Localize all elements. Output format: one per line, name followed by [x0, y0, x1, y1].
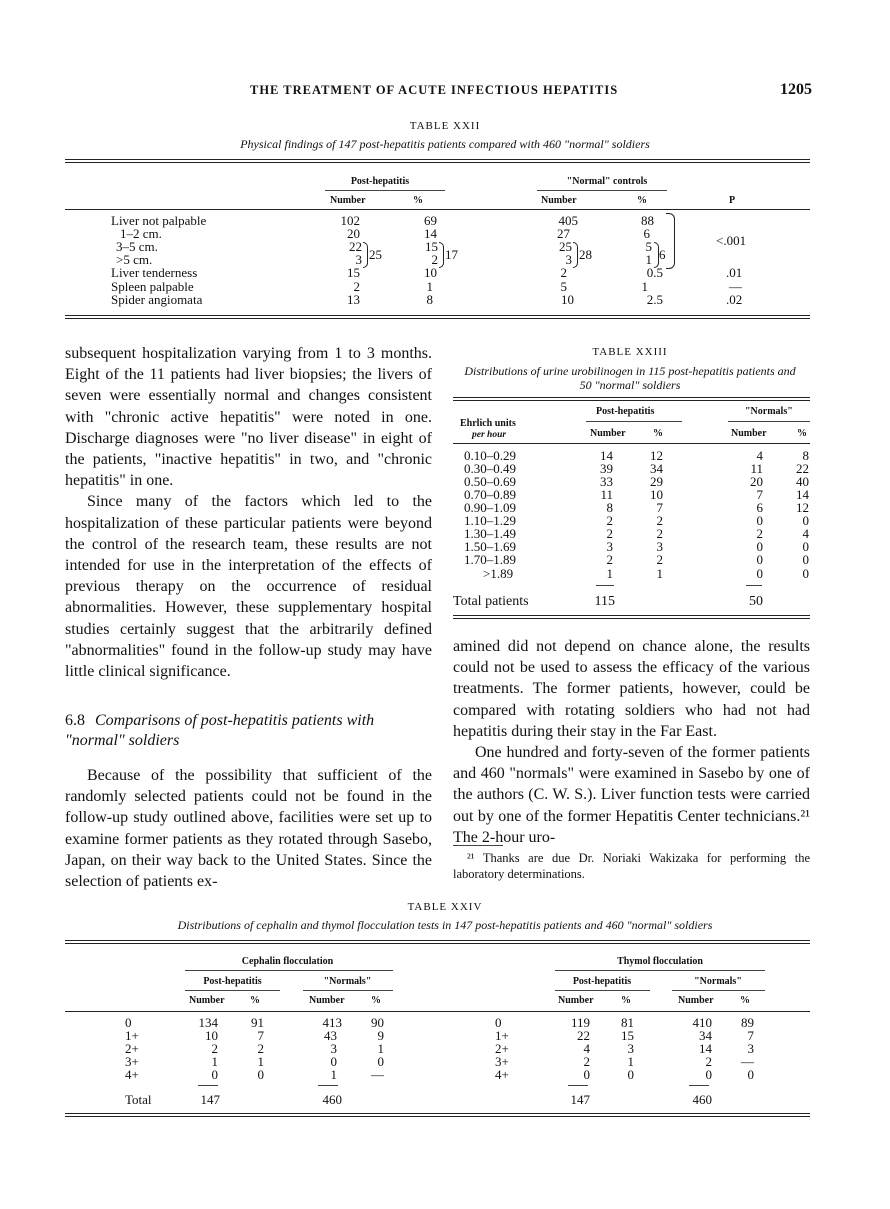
t24-ceph-p1: 7	[257, 1028, 264, 1043]
t22-col-number: Number	[541, 195, 577, 206]
t24-group-underline	[672, 990, 765, 991]
t22-col-pct: %	[413, 195, 423, 206]
table-row-label: Liver tenderness	[111, 265, 198, 280]
t22-p1-subtotal: 17	[445, 247, 458, 262]
table-22-caption: Physical findings of 147 post-hepatitis patients compared with 460 "normal" soldiers	[240, 137, 650, 151]
t22-n1: 15	[347, 265, 360, 280]
table-row-label: 1.30–1.49	[464, 526, 516, 541]
t23-n2: 4	[756, 448, 763, 463]
t24-ceph-p2: 0	[377, 1054, 384, 1069]
paragraph: Since many of the factors which led to the hospitalization of these particular patients were beyond the control of the research team, these results are not intended for use in the interpretation of the effects of previous therapy on the occurrence of residual abnormalities. However, these supplementary hospital studies certainly suggest that the arbitrarily defined "abnormalities" found in the follow-up study may have little clinical significance.	[65, 493, 432, 681]
t24-col-pct: %	[250, 995, 260, 1006]
t24-thy-n1: 4	[583, 1041, 590, 1056]
t22-group-post: Post-hepatitis	[350, 176, 410, 187]
table-23-caption: Distributions of urine urobilinogen in 115 post-hepatitis patients and 50 "normal" soldiers	[464, 364, 796, 392]
t24-grade: 1+	[125, 1028, 139, 1043]
t24-ceph-p1: 91	[251, 1015, 264, 1030]
table-24-label: TABLE XXIV	[407, 901, 483, 913]
t23-n1: 11	[600, 487, 613, 502]
t24-thy-p1: 0	[627, 1067, 634, 1082]
t23-n1: 2	[606, 513, 613, 528]
table-row-label: 1.70–1.89	[464, 552, 516, 567]
t24-panel-underline	[555, 970, 765, 971]
t24-col-pct: %	[621, 995, 631, 1006]
t22-p2: 5	[645, 239, 652, 254]
t23-n2: 2	[756, 526, 763, 541]
t23-total: 115	[594, 594, 615, 609]
t24-ceph-n1: 134	[198, 1015, 218, 1030]
table-row-label: Liver not palpable	[111, 213, 207, 228]
t22-group-underline	[537, 190, 667, 191]
table-24-caption: Distributions of cephalin and thymol flocculation tests in 147 post-hepatitis patients and 460 "normal" soldiers	[177, 918, 713, 932]
table-24-top-rule	[65, 940, 810, 944]
t23-p2: 4	[802, 526, 809, 541]
t24-grade: 3+	[125, 1054, 139, 1069]
t22-n2: 3	[565, 252, 572, 267]
table-row-label: 1–2 cm.	[120, 226, 162, 241]
t24-thy-p2: 7	[747, 1028, 754, 1043]
t22-group-normal: "Normal" controls	[566, 176, 648, 187]
t22-n2-subtotal: 28	[579, 247, 592, 262]
t22-brace	[439, 242, 444, 268]
t23-p2: 12	[796, 500, 809, 515]
t24-panel-thymol: Thymol flocculation	[617, 956, 703, 967]
t24-sum-rule	[689, 1085, 709, 1086]
table-row-label: 0.70–0.89	[464, 487, 516, 502]
table-22-label: TABLE XXII	[409, 120, 481, 132]
table-row-label: Spleen palpable	[111, 279, 194, 294]
t23-p2: 40	[796, 474, 809, 489]
paragraph: amined did not depend on chance alone, the results could not be used to assess the efficacy of the various treatments. The former patients, however, could be compared with rotating soldiers who had not had hepatitis during their stay in the Far East.	[453, 638, 810, 740]
section-title: Comparisons of post-hepatitis patients with "normal" soldiers	[65, 712, 375, 749]
paragraph: subsequent hospitalization varying from 1 to 3 months. Eight of the 11 patients had liver biopsies; the livers of seven were essentially normal and changes consistent with "chronic active hepatitis" were noted in one. Discharge diagnoses were "no liver disease" in eight of the patients, "inactive hepatitis" in two, and "chronic hepatitis" in one.	[65, 345, 432, 490]
t24-grade: 0	[125, 1015, 132, 1030]
t23-group-post: Post-hepatitis	[596, 406, 655, 417]
t23-n1: 14	[600, 448, 613, 463]
t23-n1: 2	[606, 552, 613, 567]
t22-p1: 14	[424, 226, 437, 241]
t24-group-normal: "Normals"	[694, 976, 742, 987]
t24-ceph-p2: —	[371, 1067, 384, 1082]
table-row-label: Spider angiomata	[111, 292, 203, 307]
t22-p2: 6	[643, 226, 650, 241]
t22-p2: 1	[645, 252, 652, 267]
t22-p-liver: <.001	[716, 233, 747, 248]
t24-col-number: Number	[678, 995, 714, 1006]
t22-col-pct: %	[637, 195, 647, 206]
t23-total: 50	[749, 594, 763, 609]
t23-n1: 8	[606, 500, 613, 515]
t22-n2: 25	[559, 239, 572, 254]
t23-p2: 0	[802, 566, 809, 581]
t22-p: .02	[726, 292, 743, 307]
t23-group-underline	[586, 421, 682, 422]
t24-col-number: Number	[309, 995, 345, 1006]
t22-p1: 69	[424, 213, 437, 228]
t24-thy-p1: 15	[621, 1028, 634, 1043]
t23-p1: 29	[650, 474, 663, 489]
table-row-label: 1.50–1.69	[464, 539, 516, 554]
t23-p2: 0	[802, 552, 809, 567]
body-text-left	[65, 343, 432, 682]
t24-thy-p2: —	[741, 1054, 754, 1069]
t24-sum-rule	[318, 1085, 338, 1086]
t23-col-pct: %	[653, 428, 663, 439]
t23-p2: 22	[796, 461, 809, 476]
t24-thy-p1: 1	[627, 1054, 634, 1069]
t22-liver-brace	[666, 213, 675, 269]
t23-group-underline	[728, 421, 810, 422]
table-row-label: 0.90–1.09	[464, 500, 516, 515]
t24-ceph-n1: 2	[211, 1041, 218, 1056]
t23-n1: 39	[600, 461, 613, 476]
body-text-right	[453, 636, 810, 848]
t22-p: —	[729, 279, 742, 294]
section-heading	[65, 711, 432, 751]
t24-thy-p2: 3	[747, 1041, 754, 1056]
t23-col-pct: %	[797, 428, 807, 439]
t22-p2: 88	[641, 213, 654, 228]
t22-n1: 3	[355, 252, 362, 267]
table-row-label: 0.10–0.29	[464, 448, 516, 463]
t23-n2: 0	[756, 539, 763, 554]
t22-n2: 5	[560, 279, 567, 294]
t24-col-pct: %	[740, 995, 750, 1006]
t22-p1: 2	[431, 252, 438, 267]
t23-n2: 11	[750, 461, 763, 476]
t23-p2: 8	[802, 448, 809, 463]
t24-total-label: Total	[125, 1092, 152, 1107]
t24-ceph-p2: 90	[371, 1015, 384, 1030]
t24-group-underline	[555, 990, 650, 991]
t24-thy-n2: 2	[705, 1054, 712, 1069]
paragraph: Because of the possibility that sufficient of the randomly selected patients could not be found in the follow-up study outlined above, facilities were set up to examine former patients as they rotated through Sasebo, Japan, on their way back to the United States. Since the selection of patients ex-	[65, 767, 432, 891]
t22-p2-subtotal: 6	[659, 247, 666, 262]
t22-group-underline	[325, 190, 445, 191]
t24-ceph-n2: 413	[322, 1015, 342, 1030]
t22-col-number: Number	[330, 195, 366, 206]
t23-p1: 3	[656, 539, 663, 554]
table-22-top-rule	[65, 159, 810, 163]
table-23-bottom-rule	[453, 615, 810, 619]
t23-p1: 2	[656, 526, 663, 541]
page-number: 1205	[780, 81, 812, 98]
t24-thy-n1: 119	[570, 1015, 590, 1030]
t24-thy-n2: 410	[692, 1015, 712, 1030]
t22-n2: 10	[561, 292, 574, 307]
t24-thy-p1: 81	[621, 1015, 634, 1030]
t23-p1: 7	[656, 500, 663, 515]
table-row-label: 3–5 cm.	[116, 239, 158, 254]
t23-n2: 7	[756, 487, 763, 502]
t24-ceph-p2: 1	[377, 1041, 384, 1056]
t24-thy-n1: 0	[583, 1067, 590, 1082]
t24-group-underline	[185, 990, 280, 991]
t24-grade: 0	[495, 1015, 502, 1030]
table-23-label: TABLE XXIII	[592, 346, 668, 358]
t24-thy-n2: 14	[699, 1041, 712, 1056]
t22-n1-subtotal: 25	[369, 247, 382, 262]
t23-n2: 0	[756, 566, 763, 581]
table-row-label: 1.10–1.29	[464, 513, 516, 528]
t24-ceph-p1: 0	[257, 1067, 264, 1082]
t24-ceph-n2: 3	[330, 1041, 337, 1056]
t22-p2: 1	[641, 279, 648, 294]
t23-n1: 2	[606, 526, 613, 541]
t24-thy-n2: 0	[705, 1067, 712, 1082]
section-number: 6.8	[65, 712, 85, 729]
t24-thy-n1: 22	[577, 1028, 590, 1043]
t23-p2: 0	[802, 539, 809, 554]
t22-n1: 2	[353, 279, 360, 294]
t23-n1: 1	[606, 566, 613, 581]
t24-grade: 2+	[125, 1041, 139, 1056]
t23-n1: 3	[606, 539, 613, 554]
t24-ceph-p1: 1	[257, 1054, 264, 1069]
t23-p2: 0	[802, 513, 809, 528]
t24-total: 460	[322, 1092, 342, 1107]
t23-row-header: Ehrlich units	[460, 418, 516, 429]
t23-group-normal: "Normals"	[745, 406, 793, 417]
t24-total: 147	[200, 1092, 220, 1107]
t23-p1: 34	[650, 461, 663, 476]
t24-grade: 1+	[495, 1028, 509, 1043]
t23-row-header-unit: per hour	[472, 430, 507, 440]
t24-head-rule	[65, 1011, 810, 1012]
t24-thy-p2: 89	[741, 1015, 754, 1030]
t23-p1: 2	[656, 513, 663, 528]
t24-thy-p2: 0	[747, 1067, 754, 1082]
paragraph: One hundred and forty-seven of the former patients and 460 "normals" were examined in Sasebo by one of the authors (C. W. S.). Liver function tests were carried out by one of the former Hepatitis Center technicians.²¹ The 2-hour uro-	[453, 744, 810, 846]
t22-p2: 2.5	[646, 292, 663, 307]
t24-grade: 4+	[125, 1067, 139, 1082]
t23-p1: 12	[650, 448, 663, 463]
t22-p1: 8	[426, 292, 433, 307]
t23-col-number: Number	[731, 428, 767, 439]
t23-n2: 20	[750, 474, 763, 489]
t23-col-number: Number	[590, 428, 626, 439]
footnote: ²¹ Thanks are due Dr. Noriaki Wakizaka for performing the laboratory determinations.	[453, 851, 810, 881]
t22-n1: 102	[340, 213, 360, 228]
t24-group-underline	[303, 990, 393, 991]
t22-p2: 0.5	[646, 265, 663, 280]
table-row-label: 0.30–0.49	[464, 461, 516, 476]
table-row-label: >5 cm.	[116, 252, 153, 267]
t24-thy-n2: 34	[699, 1028, 712, 1043]
t22-p1: 15	[425, 239, 438, 254]
table-23-top-rule	[453, 397, 810, 401]
t22-p: .01	[726, 265, 743, 280]
t23-p2: 14	[796, 487, 809, 502]
t24-ceph-n1: 10	[205, 1028, 218, 1043]
t24-col-number: Number	[189, 995, 225, 1006]
t24-col-number: Number	[558, 995, 594, 1006]
t22-n1: 20	[347, 226, 360, 241]
t24-ceph-n1: 1	[211, 1054, 218, 1069]
t23-p1: 2	[656, 552, 663, 567]
t24-grade: 3+	[495, 1054, 509, 1069]
table-22-bottom-rule	[65, 315, 810, 319]
t22-p1: 1	[426, 279, 433, 294]
t24-ceph-p1: 2	[257, 1041, 264, 1056]
t24-col-pct: %	[371, 995, 381, 1006]
t23-p1: 10	[650, 487, 663, 502]
t24-total: 147	[570, 1092, 590, 1107]
table-row-label: >1.89	[483, 566, 514, 581]
t24-ceph-p2: 9	[377, 1028, 384, 1043]
t23-n2: 0	[756, 513, 763, 528]
t23-sum-rule	[596, 585, 614, 586]
t24-sum-rule	[198, 1085, 218, 1086]
t22-n1: 22	[349, 239, 362, 254]
running-header: THE TREATMENT OF ACUTE INFECTIOUS HEPATITIS	[250, 83, 619, 97]
t24-ceph-n1: 0	[211, 1067, 218, 1082]
t24-group-post: Post-hepatitis	[572, 976, 632, 987]
t23-total-label: Total patients	[453, 594, 529, 609]
t22-brace	[573, 242, 578, 268]
t24-ceph-n2: 1	[330, 1067, 337, 1082]
t24-panel-cephalin: Cephalin flocculation	[241, 956, 334, 967]
t23-head-rule	[453, 443, 810, 444]
t24-ceph-n2: 43	[324, 1028, 337, 1043]
t23-sum-rule	[746, 585, 762, 586]
t24-ceph-n2: 0	[330, 1054, 337, 1069]
t23-n1: 33	[600, 474, 613, 489]
t23-n2: 0	[756, 552, 763, 567]
t24-grade: 4+	[495, 1067, 509, 1082]
t22-n2: 2	[560, 265, 567, 280]
t24-grade: 2+	[495, 1041, 509, 1056]
t24-thy-p1: 3	[627, 1041, 634, 1056]
t24-total: 460	[692, 1092, 712, 1107]
t22-n1: 13	[347, 292, 360, 307]
t24-thy-n1: 2	[583, 1054, 590, 1069]
t22-brace	[363, 242, 368, 268]
t22-col-p: P	[729, 195, 736, 206]
t24-sum-rule	[568, 1085, 588, 1086]
t22-n2: 405	[558, 213, 578, 228]
t24-panel-underline	[185, 970, 393, 971]
t22-p1: 10	[424, 265, 437, 280]
t23-n2: 6	[756, 500, 763, 515]
table-24-bottom-rule	[65, 1113, 810, 1117]
t24-group-post: Post-hepatitis	[203, 976, 262, 987]
t23-p1: 1	[656, 566, 663, 581]
footnote-rule	[453, 845, 503, 846]
t24-group-normal: "Normals"	[323, 976, 372, 987]
table-row-label: 0.50–0.69	[464, 474, 516, 489]
t22-n2: 27	[557, 226, 570, 241]
t22-head-rule	[65, 209, 810, 210]
